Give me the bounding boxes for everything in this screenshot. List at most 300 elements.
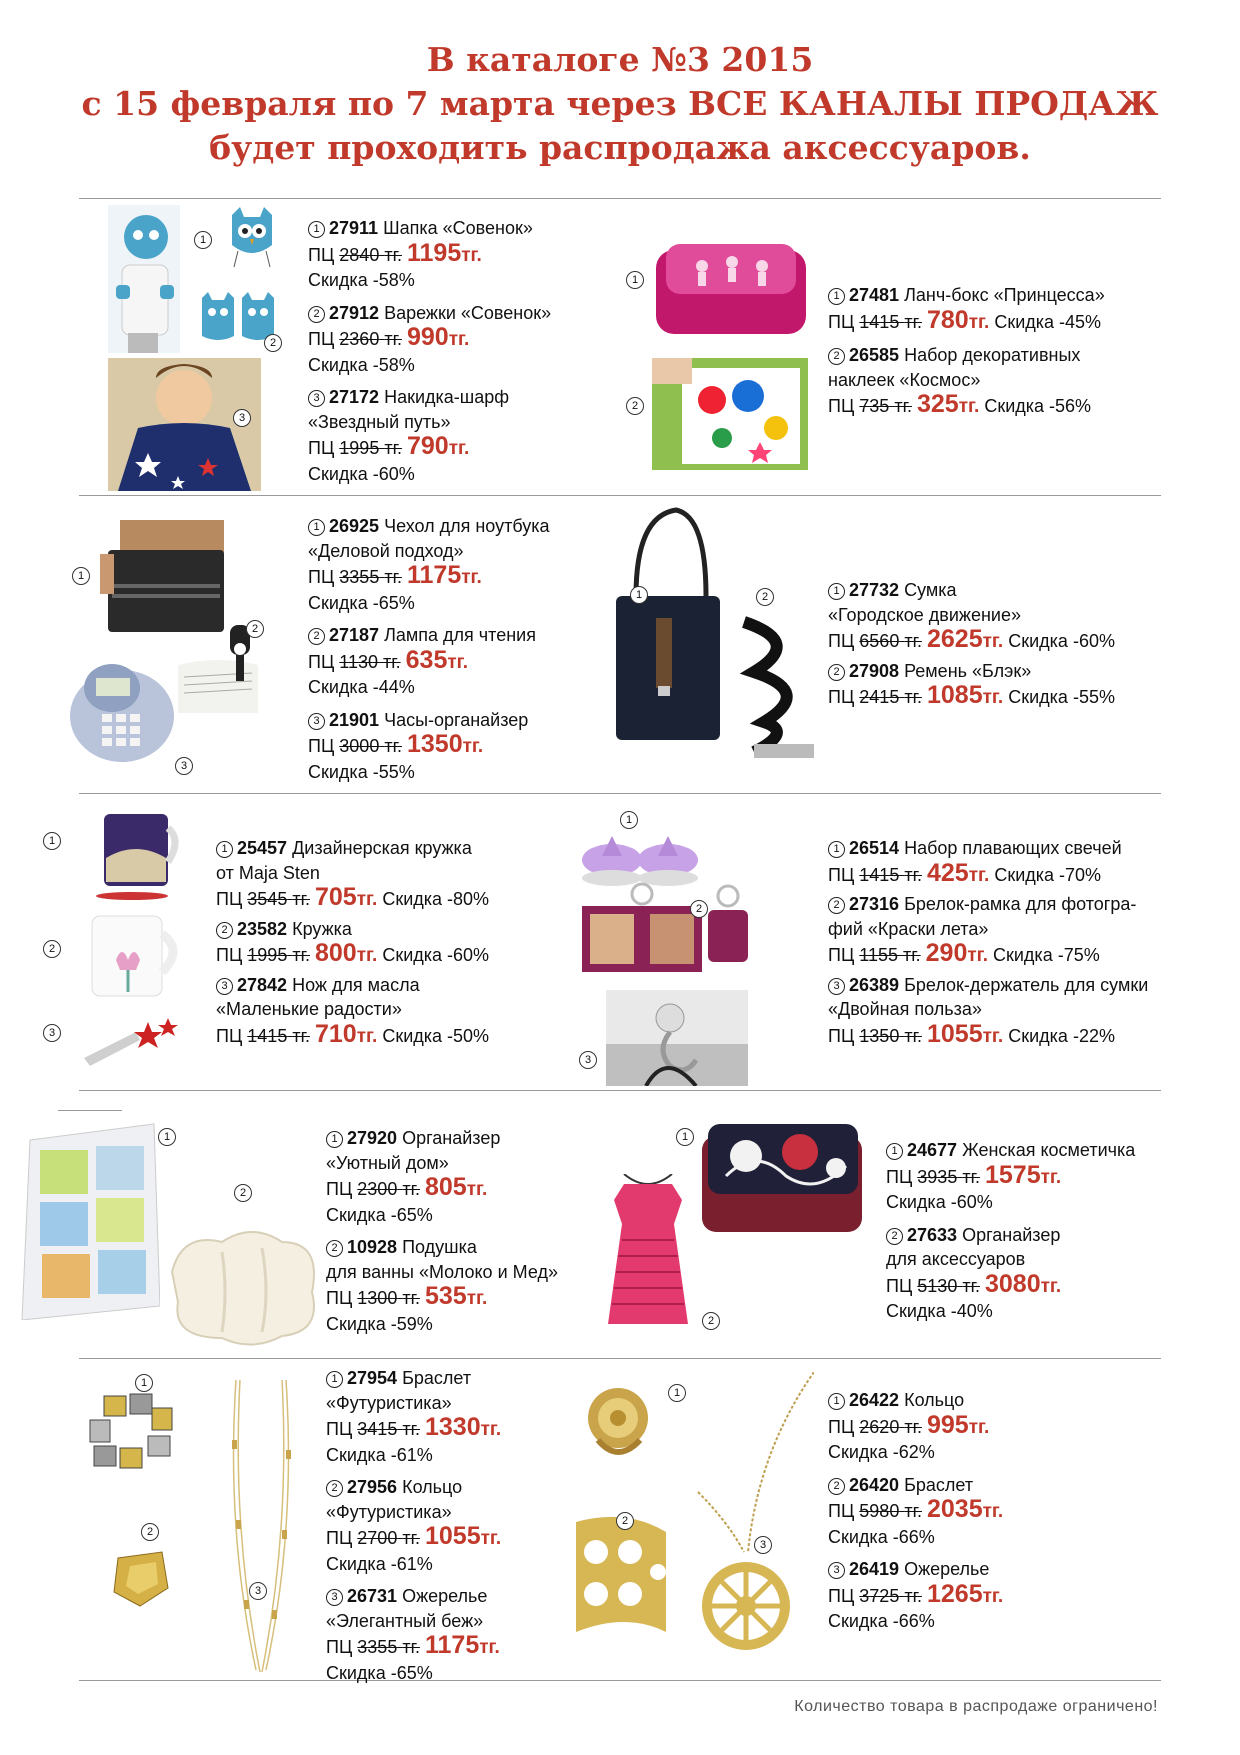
old-currency: тг. bbox=[292, 1025, 310, 1046]
pc-label: ПЦ bbox=[828, 631, 855, 651]
product-code: 27633 bbox=[907, 1224, 958, 1245]
item-number: 1 bbox=[828, 583, 845, 600]
pc-label: ПЦ bbox=[326, 1528, 353, 1548]
old-price: 2700 bbox=[357, 1528, 398, 1548]
old-currency: тг. bbox=[383, 651, 401, 672]
marker: 3 bbox=[249, 1582, 267, 1600]
product-27172 bbox=[308, 385, 608, 486]
product-name-line2: наклеек «Космос» bbox=[828, 369, 981, 390]
product-27912 bbox=[308, 301, 608, 378]
gold-pendant-necklace-photo bbox=[668, 1372, 814, 1662]
currency: тг. bbox=[356, 945, 378, 966]
laptop-case-photo bbox=[100, 520, 224, 632]
old-price: 3000 bbox=[339, 736, 380, 756]
product-name: Варежки «Совенок» bbox=[384, 302, 552, 323]
sale-price: 805 bbox=[424, 1173, 467, 1201]
old-price: 2620 bbox=[859, 1416, 900, 1437]
cosmetic-bag-photo bbox=[696, 1116, 868, 1236]
product-group-home bbox=[326, 1126, 626, 1336]
discount: Скидка -56% bbox=[984, 396, 1092, 416]
product-23582 bbox=[216, 917, 556, 969]
currency: тг. bbox=[356, 889, 378, 910]
old-currency: тг. bbox=[384, 244, 402, 265]
discount: Скидка -60% bbox=[308, 463, 415, 484]
item-number: 1 bbox=[326, 1371, 343, 1388]
reading-lamp-photo bbox=[178, 625, 258, 713]
old-currency: тг. bbox=[904, 1025, 922, 1046]
discount: Скидка -75% bbox=[993, 945, 1100, 965]
currency: тг. bbox=[968, 1416, 990, 1438]
product-group-kids-2 bbox=[828, 283, 1158, 420]
sale-price: 1175 bbox=[406, 561, 462, 589]
butter-knife-photo bbox=[84, 1012, 184, 1070]
discount: Скидка -65% bbox=[326, 1662, 433, 1683]
header-line-1: В каталоге №3 2015 bbox=[426, 40, 814, 79]
currency: тг. bbox=[356, 1025, 378, 1047]
old-price: 2360 bbox=[339, 329, 380, 349]
product-name: Кольцо bbox=[402, 1477, 463, 1497]
currency: тг. bbox=[982, 1025, 1004, 1047]
sale-price: 1055 bbox=[424, 1522, 481, 1550]
pc-label: ПЦ bbox=[308, 244, 335, 265]
currency: тг. bbox=[1040, 1275, 1062, 1297]
product-26514 bbox=[828, 836, 1168, 888]
photo-keychain-photo bbox=[582, 880, 750, 976]
product-name-line2: «Футуристика» bbox=[326, 1392, 452, 1413]
product-code: 26422 bbox=[849, 1390, 900, 1410]
old-currency: тг. bbox=[962, 1166, 980, 1187]
marker: 1 bbox=[194, 231, 212, 249]
marker: 1 bbox=[630, 586, 648, 604]
currency: тг. bbox=[480, 1419, 502, 1440]
product-code: 27908 bbox=[849, 660, 900, 681]
discount: Скидка -61% bbox=[326, 1553, 433, 1574]
discount: Скидка -40% bbox=[886, 1301, 993, 1321]
currency: тг. bbox=[982, 1585, 1004, 1607]
product-name-line2: «Маленькие радости» bbox=[216, 999, 402, 1019]
beige-necklace-photo bbox=[226, 1380, 296, 1676]
futurism-ring-photo bbox=[112, 1548, 170, 1610]
product-name-line2: «Городское движение» bbox=[828, 604, 1021, 625]
discount: Скидка -44% bbox=[308, 677, 415, 697]
product-code: 27842 bbox=[237, 974, 288, 995]
accessory-organizer-photo bbox=[594, 1174, 702, 1324]
discount: Скидка -60% bbox=[1008, 631, 1115, 651]
product-name: Лампа для чтения bbox=[384, 625, 536, 645]
old-currency: тг. bbox=[384, 329, 402, 349]
sale-price: 790 bbox=[406, 432, 449, 460]
pc-label: ПЦ bbox=[308, 329, 335, 349]
product-27920 bbox=[326, 1126, 626, 1227]
product-code: 27316 bbox=[849, 894, 900, 914]
currency: тг. bbox=[967, 945, 988, 966]
sale-price: 325 bbox=[916, 390, 959, 418]
product-26925 bbox=[308, 514, 608, 615]
stickers-photo bbox=[652, 358, 808, 470]
product-27633 bbox=[886, 1223, 1176, 1324]
marker: 2 bbox=[616, 1512, 634, 1530]
marker: 1 bbox=[43, 832, 61, 850]
discount: Скидка -59% bbox=[326, 1313, 433, 1334]
item-number: 3 bbox=[828, 978, 845, 995]
discount: Скидка -66% bbox=[828, 1611, 935, 1631]
item-number: 1 bbox=[216, 841, 233, 858]
marker: 1 bbox=[620, 811, 638, 829]
pc-label: ПЦ bbox=[828, 1025, 855, 1046]
gold-cuff-photo bbox=[566, 1512, 676, 1642]
discount: Скидка -45% bbox=[994, 311, 1102, 332]
product-name: Ремень «Блэк» bbox=[904, 660, 1032, 681]
futurism-bracelet-photo bbox=[86, 1390, 180, 1474]
sale-price: 635 bbox=[405, 645, 448, 674]
old-currency: тг. bbox=[292, 889, 310, 909]
marker: 1 bbox=[158, 1128, 176, 1146]
old-price: 2840 bbox=[339, 244, 380, 265]
old-price: 1995 bbox=[339, 438, 380, 458]
currency: тг. bbox=[448, 329, 470, 350]
product-27908 bbox=[828, 659, 1158, 711]
pc-label: ПЦ bbox=[886, 1166, 913, 1187]
old-currency: тг. bbox=[384, 736, 402, 756]
marker: 1 bbox=[668, 1384, 686, 1402]
discount: Скидка -50% bbox=[382, 1025, 490, 1046]
old-price: 735 bbox=[859, 396, 890, 416]
item-number: 1 bbox=[326, 1131, 343, 1148]
product-27187 bbox=[308, 623, 608, 700]
old-price: 3935 bbox=[917, 1166, 958, 1187]
item-number: 1 bbox=[308, 519, 325, 536]
pc-label: ПЦ bbox=[828, 311, 855, 332]
marker: 2 bbox=[43, 940, 61, 958]
old-currency: тг. bbox=[904, 687, 922, 707]
product-26422 bbox=[828, 1388, 1128, 1465]
old-currency: тг. bbox=[904, 311, 922, 332]
product-name-line2: «Элегантный беж» bbox=[326, 1610, 484, 1631]
old-price: 1415 bbox=[247, 1025, 288, 1046]
product-code: 26925 bbox=[329, 516, 380, 536]
item-number: 2 bbox=[308, 306, 325, 323]
currency: тг. bbox=[982, 1501, 1004, 1522]
discount: Скидка -58% bbox=[308, 270, 415, 290]
marker: 2 bbox=[141, 1523, 159, 1541]
product-group-office bbox=[308, 514, 608, 784]
product-code: 26420 bbox=[849, 1474, 900, 1495]
old-price: 1130 bbox=[339, 651, 378, 672]
product-10928 bbox=[326, 1235, 626, 1336]
product-name: Шапка «Совенок» bbox=[383, 218, 533, 238]
old-price: 3415 bbox=[357, 1419, 398, 1439]
product-code: 26389 bbox=[849, 974, 900, 995]
product-code: 26731 bbox=[347, 1586, 398, 1606]
product-code: 25457 bbox=[237, 838, 288, 858]
product-group-kitchen bbox=[216, 836, 556, 1049]
old-price: 2300 bbox=[357, 1179, 398, 1199]
pc-label: ПЦ bbox=[326, 1179, 353, 1199]
product-code: 26514 bbox=[849, 838, 900, 858]
product-code: 21901 bbox=[329, 709, 380, 730]
product-name-line2: для ванны «Молоко и Мед» bbox=[326, 1261, 558, 1282]
marker: 2 bbox=[690, 900, 708, 918]
product-26419 bbox=[828, 1557, 1128, 1634]
old-price: 1350 bbox=[859, 1025, 900, 1046]
old-currency: тг. bbox=[894, 396, 912, 416]
currency: тг. bbox=[982, 631, 1004, 652]
currency: тг. bbox=[968, 311, 990, 333]
product-21901 bbox=[308, 708, 608, 785]
product-name: Брелок-держатель для сумки bbox=[904, 974, 1149, 995]
belt-photo bbox=[734, 612, 820, 762]
product-code: 27920 bbox=[347, 1128, 398, 1148]
product-name-line2: «Двойная польза» bbox=[828, 999, 982, 1019]
item-number: 2 bbox=[326, 1480, 343, 1497]
pc-label: ПЦ bbox=[828, 1501, 855, 1521]
tulip-mug-photo bbox=[86, 910, 186, 1002]
bag-hook-photo bbox=[606, 990, 748, 1086]
item-number: 2 bbox=[828, 664, 845, 681]
product-name-line2: фий «Краски лета» bbox=[828, 918, 989, 939]
currency: тг. bbox=[480, 1528, 502, 1549]
product-26389 bbox=[828, 973, 1168, 1050]
old-currency: тг. bbox=[384, 438, 402, 458]
sale-price: 995 bbox=[926, 1410, 969, 1439]
product-name: Чехол для ноутбука bbox=[384, 516, 550, 536]
discount: Скидка -55% bbox=[308, 761, 415, 782]
header-line-3: будет проходить распродажа аксессуаров. bbox=[209, 128, 1031, 167]
bath-pillow-photo bbox=[162, 1212, 324, 1352]
marker: 3 bbox=[754, 1536, 772, 1554]
pc-label: ПЦ bbox=[828, 1416, 855, 1437]
old-price: 1415 bbox=[859, 864, 900, 885]
sale-price: 1085 bbox=[926, 681, 983, 709]
product-name: Набор декоративных bbox=[904, 345, 1081, 365]
old-currency: тг. bbox=[904, 864, 922, 885]
product-code: 10928 bbox=[347, 1237, 398, 1257]
old-price: 1155 bbox=[859, 945, 898, 965]
product-27911 bbox=[308, 216, 608, 293]
product-name-line2: «Футуристика» bbox=[326, 1501, 452, 1522]
pc-label: ПЦ bbox=[326, 1288, 353, 1308]
product-name: Органайзер bbox=[402, 1128, 501, 1148]
product-26420 bbox=[828, 1473, 1128, 1550]
product-27732 bbox=[828, 578, 1158, 655]
product-name: Брелок-рамка для фотогра- bbox=[904, 894, 1137, 914]
sale-price: 290 bbox=[925, 939, 968, 967]
product-group-gold bbox=[828, 1388, 1128, 1634]
old-currency: тг. bbox=[903, 945, 921, 965]
divider bbox=[79, 198, 1161, 199]
marker: 2 bbox=[264, 334, 282, 352]
item-number: 2 bbox=[828, 348, 845, 365]
header-line-2: с 15 февраля по 7 марта через ВСЕ КАНАЛЫ ПРОДАЖ bbox=[81, 84, 1159, 123]
marker: 2 bbox=[234, 1184, 252, 1202]
discount: Скидка -55% bbox=[1008, 687, 1115, 707]
old-price: 2415 bbox=[859, 687, 900, 707]
product-name: Органайзер bbox=[962, 1224, 1061, 1245]
discount: Скидка -65% bbox=[308, 592, 415, 613]
item-number: 3 bbox=[308, 390, 325, 407]
currency: тг. bbox=[462, 736, 484, 757]
product-code: 26585 bbox=[849, 345, 900, 365]
currency: тг. bbox=[447, 651, 468, 673]
old-price: 3355 bbox=[339, 567, 380, 587]
product-group-bags bbox=[828, 578, 1158, 711]
sale-price: 1330 bbox=[424, 1413, 481, 1441]
currency: тг. bbox=[466, 1288, 488, 1309]
sale-price: 1055 bbox=[926, 1019, 983, 1048]
sale-price: 1350 bbox=[406, 730, 463, 758]
old-currency: тг. bbox=[904, 1585, 922, 1606]
owl-hat-photo bbox=[226, 205, 278, 267]
old-currency: тг. bbox=[904, 1416, 922, 1437]
marker: 2 bbox=[756, 588, 774, 606]
item-number: 2 bbox=[308, 628, 325, 645]
product-name-line2: «Деловой подход» bbox=[308, 540, 464, 561]
item-number: 2 bbox=[216, 922, 233, 939]
sale-price: 780 bbox=[926, 305, 969, 334]
product-27316 bbox=[828, 892, 1168, 969]
item-number: 3 bbox=[308, 713, 325, 730]
pc-label: ПЦ bbox=[326, 1419, 353, 1439]
divider bbox=[79, 793, 1161, 794]
item-number: 1 bbox=[308, 221, 325, 238]
product-name: Дизайнерская кружка bbox=[292, 838, 472, 858]
pc-label: ПЦ bbox=[326, 1637, 353, 1657]
old-price: 1415 bbox=[859, 311, 900, 332]
clock-organizer-photo bbox=[62, 658, 178, 766]
product-group-cosmetics bbox=[886, 1138, 1176, 1324]
old-price: 1300 bbox=[357, 1288, 398, 1308]
sale-price: 1195 bbox=[406, 238, 462, 267]
old-currency: тг. bbox=[402, 1528, 420, 1548]
product-code: 27732 bbox=[849, 580, 900, 600]
product-code: 27954 bbox=[347, 1368, 398, 1388]
product-name-line2: от Maja Sten bbox=[216, 862, 320, 883]
item-number: 3 bbox=[326, 1589, 343, 1606]
old-price: 1995 bbox=[247, 945, 288, 965]
old-price: 5980 bbox=[859, 1501, 900, 1521]
product-27842 bbox=[216, 973, 556, 1050]
lunchbox-photo bbox=[652, 240, 810, 340]
discount: Скидка -58% bbox=[308, 354, 415, 375]
item-number: 2 bbox=[828, 1478, 845, 1495]
currency: тг. bbox=[958, 396, 980, 417]
pc-label: ПЦ bbox=[308, 651, 335, 672]
product-25457 bbox=[216, 836, 556, 913]
product-name: Нож для масла bbox=[292, 974, 420, 995]
marker: 3 bbox=[579, 1051, 597, 1069]
marker: 2 bbox=[702, 1312, 720, 1330]
old-price: 6560 bbox=[859, 631, 900, 651]
discount: Скидка -65% bbox=[326, 1204, 433, 1225]
product-name: Сумка bbox=[904, 580, 957, 600]
sale-price: 990 bbox=[406, 323, 449, 351]
discount: Скидка -61% bbox=[326, 1444, 433, 1465]
product-26585 bbox=[828, 343, 1158, 420]
old-price: 5130 bbox=[917, 1275, 958, 1296]
discount: Скидка -70% bbox=[994, 864, 1102, 885]
footer-note: Количество товара в распродаже ограничено! bbox=[794, 1698, 1158, 1715]
old-price: 3725 bbox=[859, 1585, 900, 1606]
product-code: 27172 bbox=[329, 387, 380, 407]
product-code: 27481 bbox=[849, 285, 900, 305]
product-group-kids bbox=[308, 216, 608, 486]
item-number: 2 bbox=[326, 1240, 343, 1257]
sale-price: 705 bbox=[314, 883, 357, 911]
product-name-line2: «Уютный дом» bbox=[326, 1152, 449, 1173]
product-name: Накидка-шарф bbox=[384, 387, 510, 407]
old-currency: тг. bbox=[292, 945, 310, 965]
old-currency: тг. bbox=[402, 1288, 420, 1308]
home-organizer-photo bbox=[18, 1110, 160, 1320]
old-currency: тг. bbox=[384, 567, 402, 587]
product-name: Часы-органайзер bbox=[384, 709, 529, 730]
discount: Скидка -66% bbox=[828, 1526, 935, 1547]
product-name: Подушка bbox=[402, 1237, 477, 1257]
marker: 3 bbox=[233, 409, 251, 427]
old-currency: тг. bbox=[904, 1501, 922, 1521]
bag-photo bbox=[606, 506, 726, 746]
item-number: 2 bbox=[886, 1228, 903, 1245]
marker: 1 bbox=[72, 567, 90, 585]
pc-label: ПЦ bbox=[886, 1275, 913, 1296]
product-code: 27187 bbox=[329, 625, 380, 645]
old-price: 3545 bbox=[247, 889, 288, 909]
pc-label: ПЦ bbox=[216, 1025, 243, 1046]
item-number: 3 bbox=[216, 978, 233, 995]
item-number: 1 bbox=[886, 1143, 903, 1160]
product-code: 24677 bbox=[907, 1140, 958, 1160]
product-code: 27912 bbox=[329, 302, 380, 323]
divider bbox=[79, 1090, 1161, 1091]
product-name: Ланч-бокс «Принцесса» bbox=[904, 285, 1105, 305]
divider bbox=[79, 1358, 1161, 1359]
old-currency: тг. bbox=[904, 631, 922, 651]
currency: тг. bbox=[461, 567, 482, 588]
product-name: Кольцо bbox=[904, 1390, 965, 1410]
currency: тг. bbox=[479, 1637, 500, 1658]
sale-price: 1175 bbox=[424, 1631, 480, 1659]
product-name: Женская косметичка bbox=[962, 1140, 1136, 1160]
product-code: 27956 bbox=[347, 1477, 398, 1497]
pc-label: ПЦ bbox=[216, 945, 243, 965]
item-number: 1 bbox=[828, 841, 845, 858]
currency: тг. bbox=[1040, 1166, 1062, 1188]
old-currency: тг. bbox=[402, 1637, 420, 1657]
pc-label: ПЦ bbox=[216, 889, 243, 909]
discount: Скидка -60% bbox=[382, 945, 490, 965]
discount: Скидка -22% bbox=[1008, 1025, 1115, 1046]
marker: 2 bbox=[626, 397, 644, 415]
product-27481 bbox=[828, 283, 1158, 335]
product-code: 27911 bbox=[329, 218, 379, 238]
product-name: Браслет bbox=[904, 1474, 974, 1495]
product-name: Ожерелье bbox=[402, 1586, 488, 1606]
pc-label: ПЦ bbox=[828, 396, 855, 416]
product-name-line2: «Звездный путь» bbox=[308, 411, 451, 432]
old-price: 3355 bbox=[357, 1637, 398, 1657]
currency: тг. bbox=[466, 1179, 488, 1200]
sale-price: 2625 bbox=[926, 625, 983, 653]
pc-label: ПЦ bbox=[828, 1585, 855, 1606]
gold-ring-photo bbox=[580, 1384, 660, 1464]
old-currency: тг. bbox=[962, 1275, 980, 1296]
kid-hat-photo bbox=[108, 205, 180, 353]
marker: 2 bbox=[246, 620, 264, 638]
currency: тг. bbox=[461, 244, 482, 266]
item-number: 2 bbox=[828, 897, 845, 914]
product-name: Ожерелье bbox=[904, 1559, 990, 1579]
product-code: 23582 bbox=[237, 918, 288, 939]
